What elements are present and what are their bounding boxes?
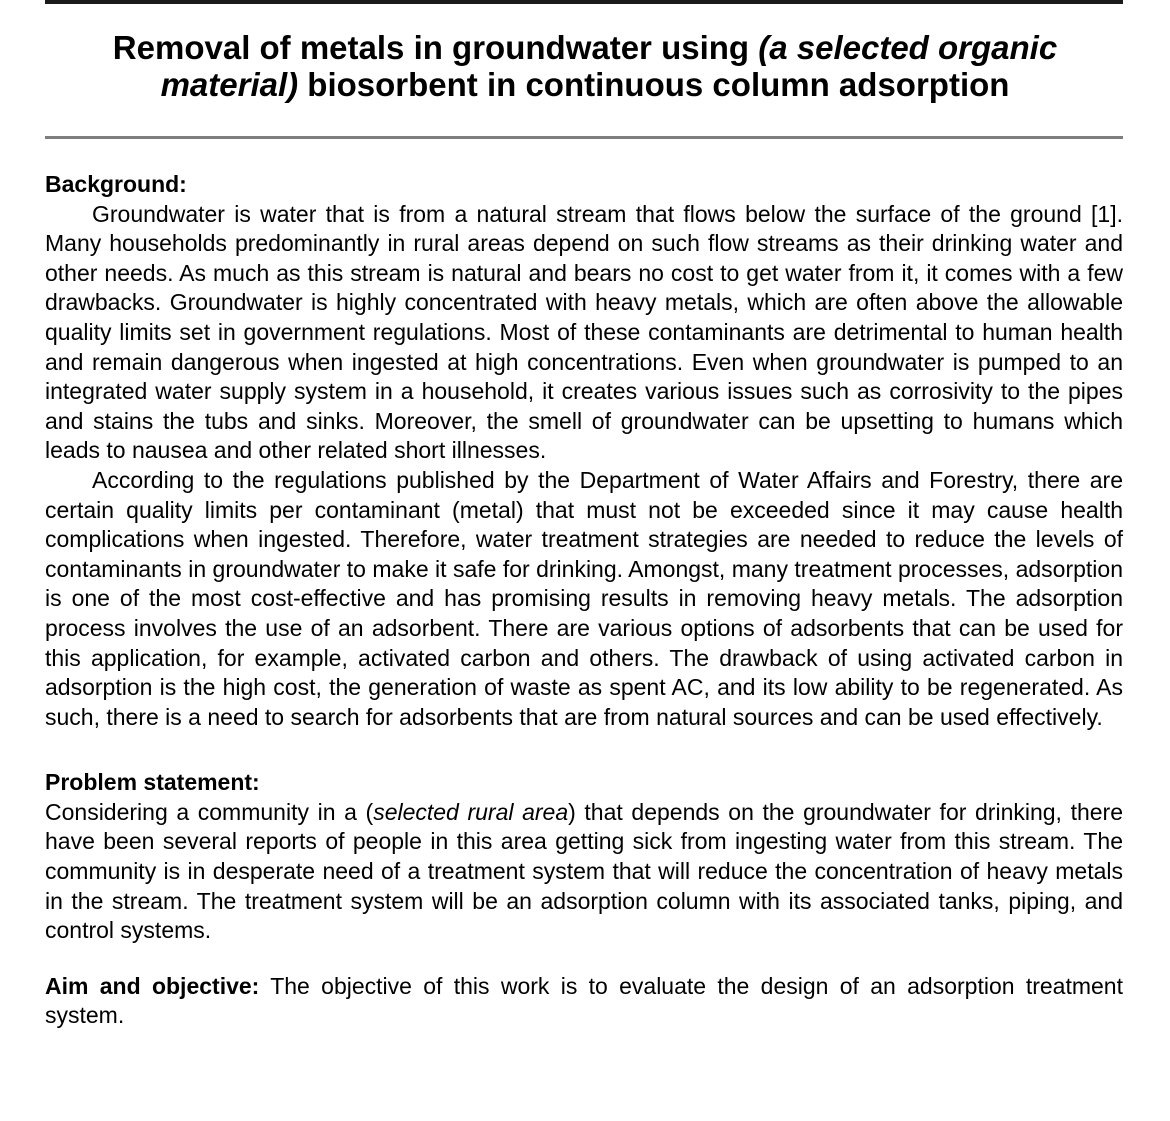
title-line-2-normal-text: biosorbent in continuous column adsorption bbox=[298, 66, 1010, 103]
title-divider-rule bbox=[45, 136, 1123, 139]
background-paragraph-1: Groundwater is water that is from a natural stream that flows below the surface of the ground [1]. Many households predominantly in rural areas depend on such flow streams as their drinking water and other needs. As much as this stream is natural and bears no cost to get water from it, it comes with a few drawbacks. Groundwater is highly concentrated with heavy metals, which are often above the allowable quality limits set in government regulations. Most of these contaminants are detrimental to human health and remain dangerous when ingested at high concentrations. Even when groundwater is pumped to an integrated water supply system in a household, it creates various issues such as corrosivity to the pipes and stains the tubs and sinks. Moreover, the smell of groundwater can be upsetting to humans which leads to nausea and other related short illnesses. bbox=[45, 200, 1123, 464]
title-line-1-italic-text: (a selected organic bbox=[758, 29, 1058, 66]
document-body bbox=[45, 170, 1123, 1031]
problem-text-normal-1: Considering a community in a ( bbox=[45, 798, 374, 825]
section-aim-and-objective bbox=[45, 972, 1123, 1031]
section-problem-statement bbox=[45, 768, 1123, 946]
document-title bbox=[55, 29, 1115, 103]
aim-inline-label: Aim and objective: bbox=[45, 972, 260, 999]
top-border-rule bbox=[45, 0, 1123, 4]
title-line-1 bbox=[55, 29, 1115, 66]
background-paragraph-2: According to the regulations published by the Department of Water Affairs and Forestry, there are certain quality limits per contaminant (metal) that must not be exceeded since it may cause health complications when ingested. Therefore, water treatment strategies are needed to reduce the levels of contaminants in groundwater to make it safe for drinking. Amongst, many treatment processes, adsorption is one of the most cost-effective and has promising results in removing heavy metals. The adsorption process involves the use of an adsorbent. There are various options of adsorbents that can be used for this application, for example, activated carbon and others. The drawback of using activated carbon in adsorption is the high cost, the generation of waste as spent AC, and its low ability to be regenerated. As such, there is a need to search for adsorbents that are from natural sources and can be used effectively. bbox=[45, 466, 1123, 730]
section-background bbox=[45, 170, 1123, 732]
title-line-1-normal-text: Removal of metals in groundwater using bbox=[112, 29, 759, 66]
background-heading: Background: bbox=[45, 171, 187, 197]
problem-text-italic: selected rural area bbox=[373, 798, 569, 825]
title-line-2-italic-text: material) bbox=[160, 66, 299, 103]
problem-text-normal-2: ) that depends on the groundwater for drinking, there have been several reports of people in this area getting sick from ingesting water from this stream. The community is in desperate need of a treatment system that will reduce the concentration of heavy metals in the stream. The treatment system will be an adsorption column with its associated tanks, piping, and control systems. bbox=[45, 798, 1123, 944]
problem-statement-paragraph bbox=[45, 798, 1123, 946]
aim-paragraph bbox=[45, 972, 1123, 1031]
title-line-2 bbox=[55, 66, 1115, 103]
aim-text: The objective of this work is to evaluate the design of an adsorption treatment system. bbox=[45, 972, 1123, 1029]
problem-statement-heading: Problem statement: bbox=[45, 769, 260, 796]
